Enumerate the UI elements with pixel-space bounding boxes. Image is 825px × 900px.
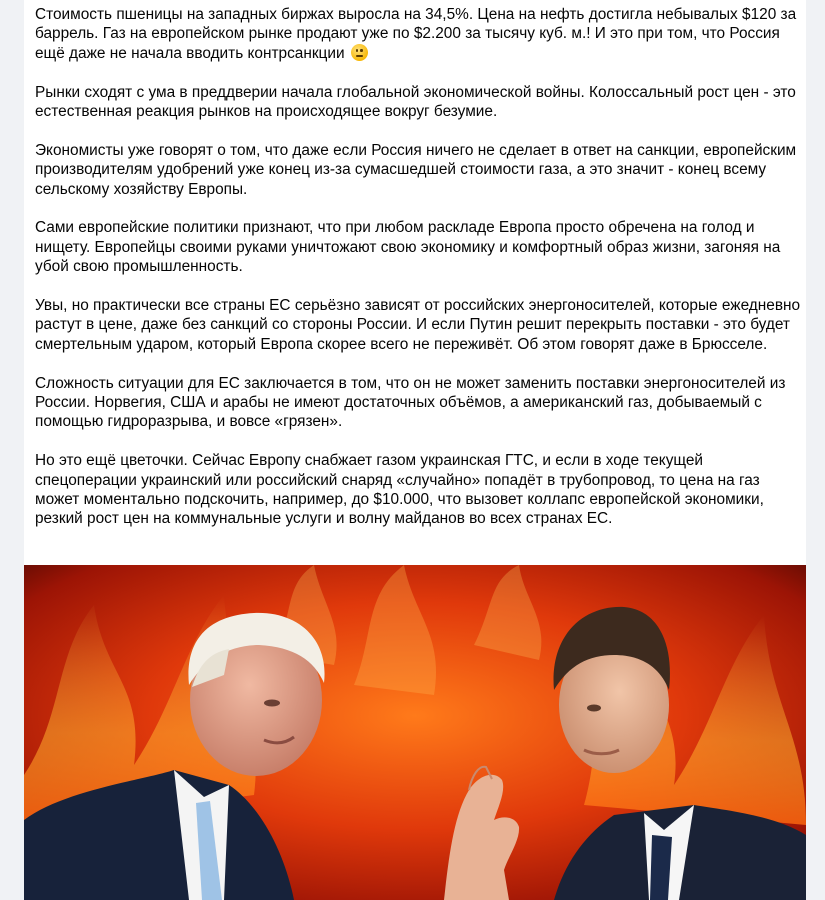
post-image[interactable]	[24, 565, 806, 900]
post-card	[24, 0, 806, 900]
post-paragraph-2: Рынки сходят с ума в преддверии начала глобальной экономической войны. Колоссальный рост цен - это естественная реакция рынков на происходящее вокруг безумие.	[35, 83, 796, 121]
post-paragraph-1	[35, 5, 803, 63]
post-paragraph-3: Экономисты уже говорят о том, что даже если Россия ничего не сделает в ответ на санкции, европейским производителям удобрений уже конец из-за сумасшедшей стоимости газа, а это значит - конец всему сельскому хозяйству Европы.	[35, 141, 797, 198]
neutral-face-emoji-icon	[351, 44, 368, 61]
post-paragraph-5: Увы, но практически все страны ЕС серьёзно зависят от российских энергоносителей, которые ежедневно растут в цене, даже без санкций со стороны России. И если Путин решит перекрыть поставки - это будет смертельным ударом, который Европа скорее всего не переживёт. Об этом говорят даже в Брюсселе.	[35, 297, 801, 353]
fire-background-photo	[24, 565, 806, 900]
post-paragraph-6: Сложность ситуации для ЕС заключается в том, что он не может заменить поставки энергоносителей из России. Норвегия, США и арабы не имеют достаточных объёмов, а американский газ, добываемый с помощью гидроразрыва, и вовсе «грязен».	[35, 374, 786, 431]
post-paragraph-4: Сами европейские политики признают, что при любом раскладе Европа просто обречена на голод и нищету. Европейцы своими руками уничтожают свою экономику и комфортный образ жизни, загоняя на убой свою промышленность.	[35, 219, 781, 276]
post-text	[35, 5, 803, 529]
post-paragraph-1-text: Стоимость пшеницы на западных биржах выросла на 34,5%. Цена на нефть достигла небывалых $120 за баррель. Газ на европейском рынке продают уже по $2.200 за тысячу куб. м.! И это при том, что Россия ещё даже не начала вводить контрсанкции	[35, 6, 797, 62]
post-paragraph-7: Но это ещё цветочки. Сейчас Европу снабжает газом украинская ГТС, и если в ходе текущей спецоперации украинский или российский снаряд «случайно» попадёт в трубопровод, то цена на газ может моментально подскочить, например, до $10.000, что вызовет коллапс европейской экономики, резкий рост цен на коммунальные услуги и волну майданов во всех странах ЕС.	[35, 452, 764, 528]
